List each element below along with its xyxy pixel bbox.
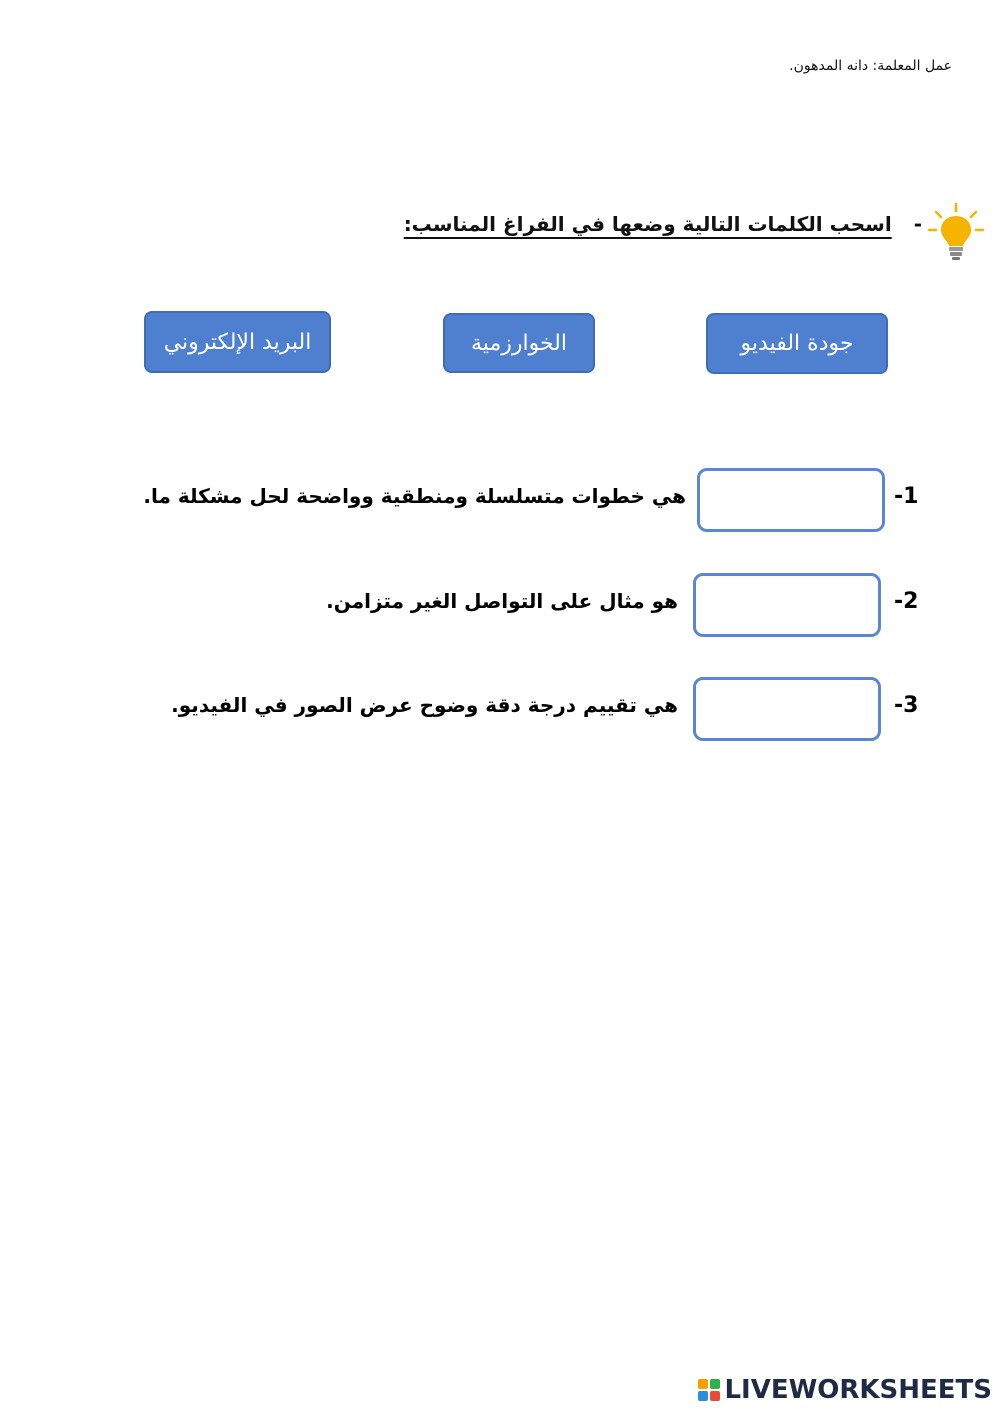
drop-zone-2[interactable] — [693, 573, 881, 637]
lightbulb-icon — [924, 200, 988, 264]
instruction — [404, 212, 922, 236]
word-chip-email[interactable]: البريد الإلكتروني — [144, 311, 331, 373]
liveworksheets-logo-icon — [698, 1379, 720, 1401]
question-text: هي تقييم درجة دقة وضوح عرض الصور في الفيديو. — [171, 693, 678, 717]
question-number: -1 — [894, 484, 919, 509]
question-text: هي خطوات متسلسلة ومنطقية وواضحة لحل مشكلة ما. — [143, 484, 686, 508]
instruction-text: اسحب الكلمات التالية وضعها في الفراغ المناسب: — [403, 212, 892, 236]
question-number: -3 — [894, 693, 919, 718]
teacher-credit: عمل المعلمة: دانه المدهون. — [789, 58, 952, 74]
word-chip-video-quality[interactable]: جودة الفيديو — [706, 313, 888, 374]
brand-name: LIVEWORKSHEETS — [724, 1375, 992, 1405]
question-number: -2 — [894, 589, 919, 614]
drop-zone-3[interactable] — [693, 677, 881, 741]
word-chip-algorithm[interactable]: الخوارزمية — [443, 313, 595, 373]
drop-zone-1[interactable] — [697, 468, 885, 532]
instruction-dash: - — [913, 212, 922, 236]
question-text: هو مثال على التواصل الغير متزامن. — [326, 589, 678, 613]
brand-footer — [698, 1375, 992, 1405]
